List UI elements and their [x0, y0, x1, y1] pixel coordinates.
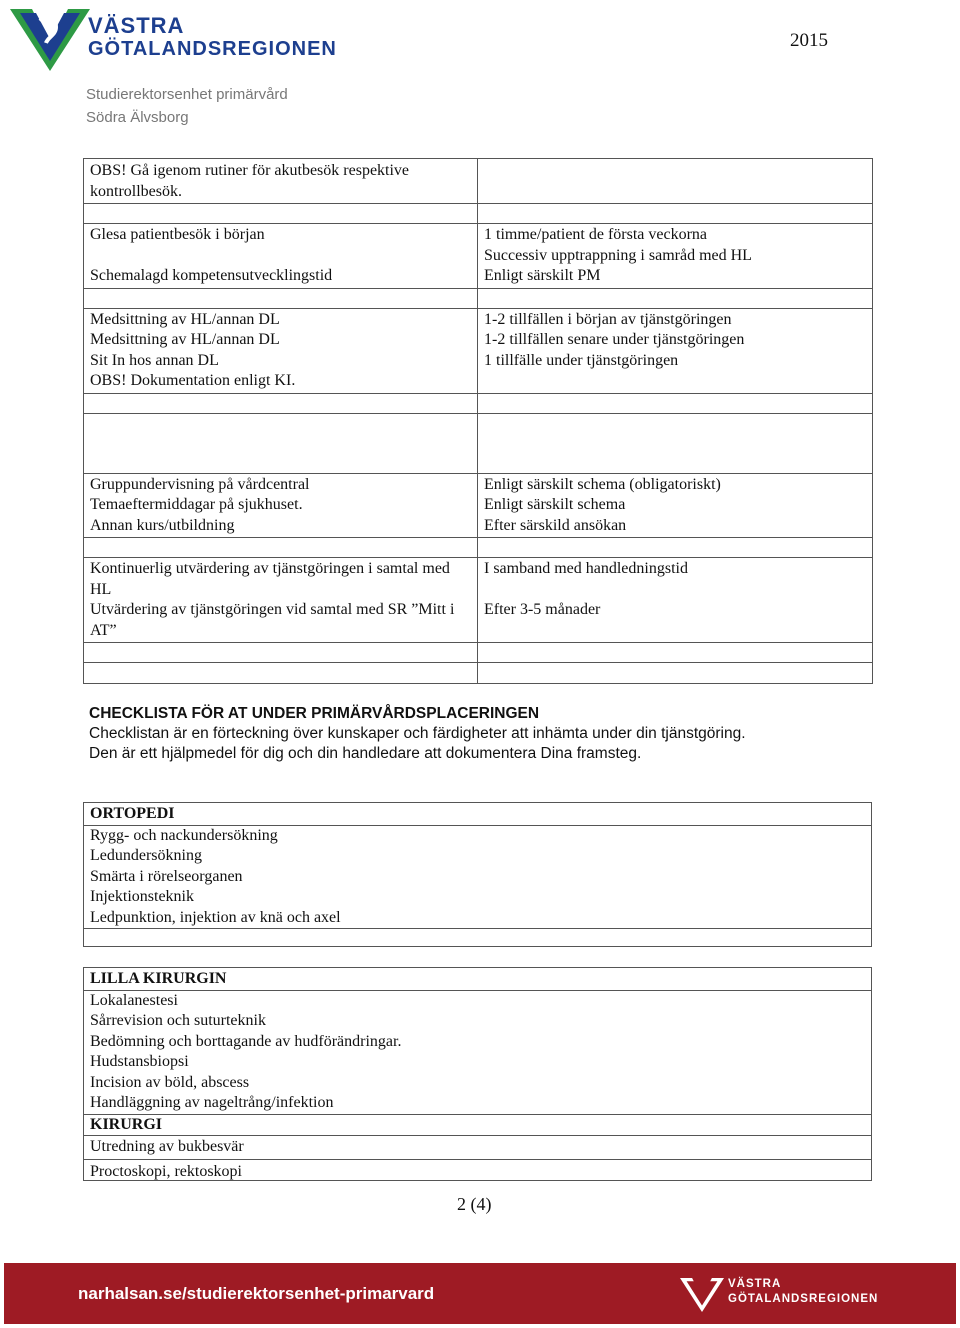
list-item: Ledpunktion, injektion av knä och axel	[84, 908, 871, 930]
activity-table	[83, 158, 873, 684]
section-heading: LILLA KIRURGIN	[84, 968, 871, 991]
table-row	[84, 413, 873, 473]
region-logo	[10, 5, 340, 77]
cell-text: Glesa patientbesök i början	[90, 226, 265, 243]
cell-text: OBS! Dokumentation enligt KI.	[90, 372, 296, 389]
header-unit: Studierektorsenhet primärvård	[86, 86, 288, 103]
checklist-title: CHECKLISTA FÖR AT UNDER PRIMÄRVÅRDSPLACERINGEN	[89, 705, 540, 722]
page-number: 2 (4)	[457, 1194, 492, 1214]
table-cell	[478, 473, 873, 538]
footer-banner	[4, 1263, 956, 1324]
checklist-description: Den är ett hjälpmedel för dig och din handledare att dokumentera Dina framsteg.	[89, 745, 642, 762]
table-row	[84, 288, 873, 308]
table-cell	[84, 224, 478, 289]
table-cell	[478, 224, 873, 289]
table-cell	[84, 473, 478, 538]
cell-text: Sit In hos annan DL	[90, 351, 219, 369]
table-cell	[84, 308, 478, 393]
cell-text: Enligt särskilt schema	[484, 496, 626, 513]
footer-logo-text-line2: GÖTALANDSREGIONEN	[728, 1293, 879, 1305]
table-cell	[84, 663, 478, 684]
list-item: Lokalanestesi	[90, 991, 178, 1009]
table-row	[84, 308, 873, 393]
list-item: Hudstansbiopsi	[90, 1053, 189, 1070]
list-item: Smärta i rörelseorganen	[90, 867, 243, 885]
cell-text	[484, 580, 866, 601]
table-cell	[478, 308, 873, 393]
footer-url[interactable]: narhalsan.se/studierektorsenhet-primarvard	[78, 1284, 435, 1303]
header-area: Södra Älvsborg	[86, 109, 189, 126]
ortopedi-section	[83, 802, 872, 947]
table-cell	[478, 643, 873, 663]
cell-text: Gruppundervisning på vårdcentral	[90, 475, 310, 493]
cell-text: Medsittning av HL/annan DL	[90, 331, 280, 348]
table-cell	[478, 393, 873, 413]
table-row	[84, 558, 873, 643]
table-row	[84, 159, 873, 204]
table-cell	[84, 558, 478, 643]
list-item: Injektionsteknik	[90, 888, 194, 905]
cell-text: Enligt särskilt PM	[484, 267, 601, 284]
table-cell	[84, 204, 478, 224]
cell-text: Utvärdering av tjänstgöringen vid samtal med SR ”Mitt i AT”	[90, 601, 455, 639]
footer-logo-mark	[680, 1274, 724, 1316]
table-cell	[84, 643, 478, 663]
table-cell	[478, 288, 873, 308]
list-item: Incision av böld, abscess	[90, 1073, 250, 1091]
document-year: 2015	[790, 30, 828, 51]
table-cell	[478, 538, 873, 558]
cell-text	[90, 246, 471, 267]
list-item: Handläggning av nageltrång/infektion	[84, 1093, 871, 1115]
list-item: Sårrevision och suturteknik	[90, 1012, 266, 1029]
table-row	[84, 224, 873, 289]
lilla-kirurgi-section	[83, 967, 872, 1181]
section-heading: KIRURGI	[84, 1115, 871, 1137]
table-cell	[478, 558, 873, 643]
list-item: Bedömning och borttagande av hudförändringar.	[90, 1032, 402, 1050]
table-cell	[478, 663, 873, 684]
cell-text: Annan kurs/utbildning	[90, 516, 235, 534]
table-cell	[84, 538, 478, 558]
table-cell	[84, 413, 478, 473]
checklist-description: Checklistan är en förteckning över kunskaper och färdigheter att inhämta under din tjänstgöring.	[89, 725, 746, 742]
footer-logo-text-line1: VÄSTRA	[728, 1278, 782, 1290]
list-item: Proctoskopi, rektoskopi	[90, 1162, 242, 1180]
list-item: Rygg- och nackundersökning	[90, 826, 278, 844]
cell-text: Enligt särskilt schema (obligatoriskt)	[484, 475, 721, 493]
cell-text: OBS! Gå igenom rutiner för akutbesök respektive kontrollbesök.	[90, 162, 410, 200]
cell-text: Efter 3-5 månader	[484, 601, 601, 618]
cell-text: 1-2 tillfällen senare under tjänstgöringen	[484, 331, 745, 348]
cell-text: Kontinuerlig utvärdering av tjänstgöringen i samtal med HL	[90, 560, 450, 598]
table-row	[84, 473, 873, 538]
table-row	[84, 538, 873, 558]
table-cell	[84, 159, 478, 204]
list-item: Utredning av bukbesvär	[84, 1136, 871, 1160]
list-item: Ledundersökning	[90, 847, 202, 864]
table-row	[84, 393, 873, 413]
cell-text: Medsittning av HL/annan DL	[90, 310, 280, 328]
table-cell	[84, 393, 478, 413]
cell-text: 1 timme/patient de första veckorna	[484, 226, 708, 243]
table-row	[84, 643, 873, 663]
cell-text: Schemalagd kompetensutvecklingstid	[90, 267, 333, 284]
logo-text-line2: GÖTALANDSREGIONEN	[88, 38, 337, 60]
table-cell	[478, 413, 873, 473]
table-cell	[478, 204, 873, 224]
logo-text-line1: VÄSTRA	[88, 13, 185, 38]
cell-text: Temaeftermiddagar på sjukhuset.	[90, 496, 303, 513]
cell-text: Efter särskild ansökan	[484, 516, 627, 534]
cell-text: 1-2 tillfällen i början av tjänstgöringen	[484, 310, 732, 328]
cell-text: Successiv upptrappning i samråd med HL	[484, 246, 752, 264]
cell-text: 1 tillfälle under tjänstgöringen	[484, 351, 679, 369]
checklist-intro	[89, 704, 889, 764]
table-row	[84, 204, 873, 224]
region-logo-mark	[10, 5, 90, 75]
cell-text: I samband med handledningstid	[484, 560, 688, 577]
section-heading: ORTOPEDI	[84, 803, 871, 826]
table-row	[84, 663, 873, 684]
table-cell	[478, 159, 873, 204]
table-cell	[84, 288, 478, 308]
